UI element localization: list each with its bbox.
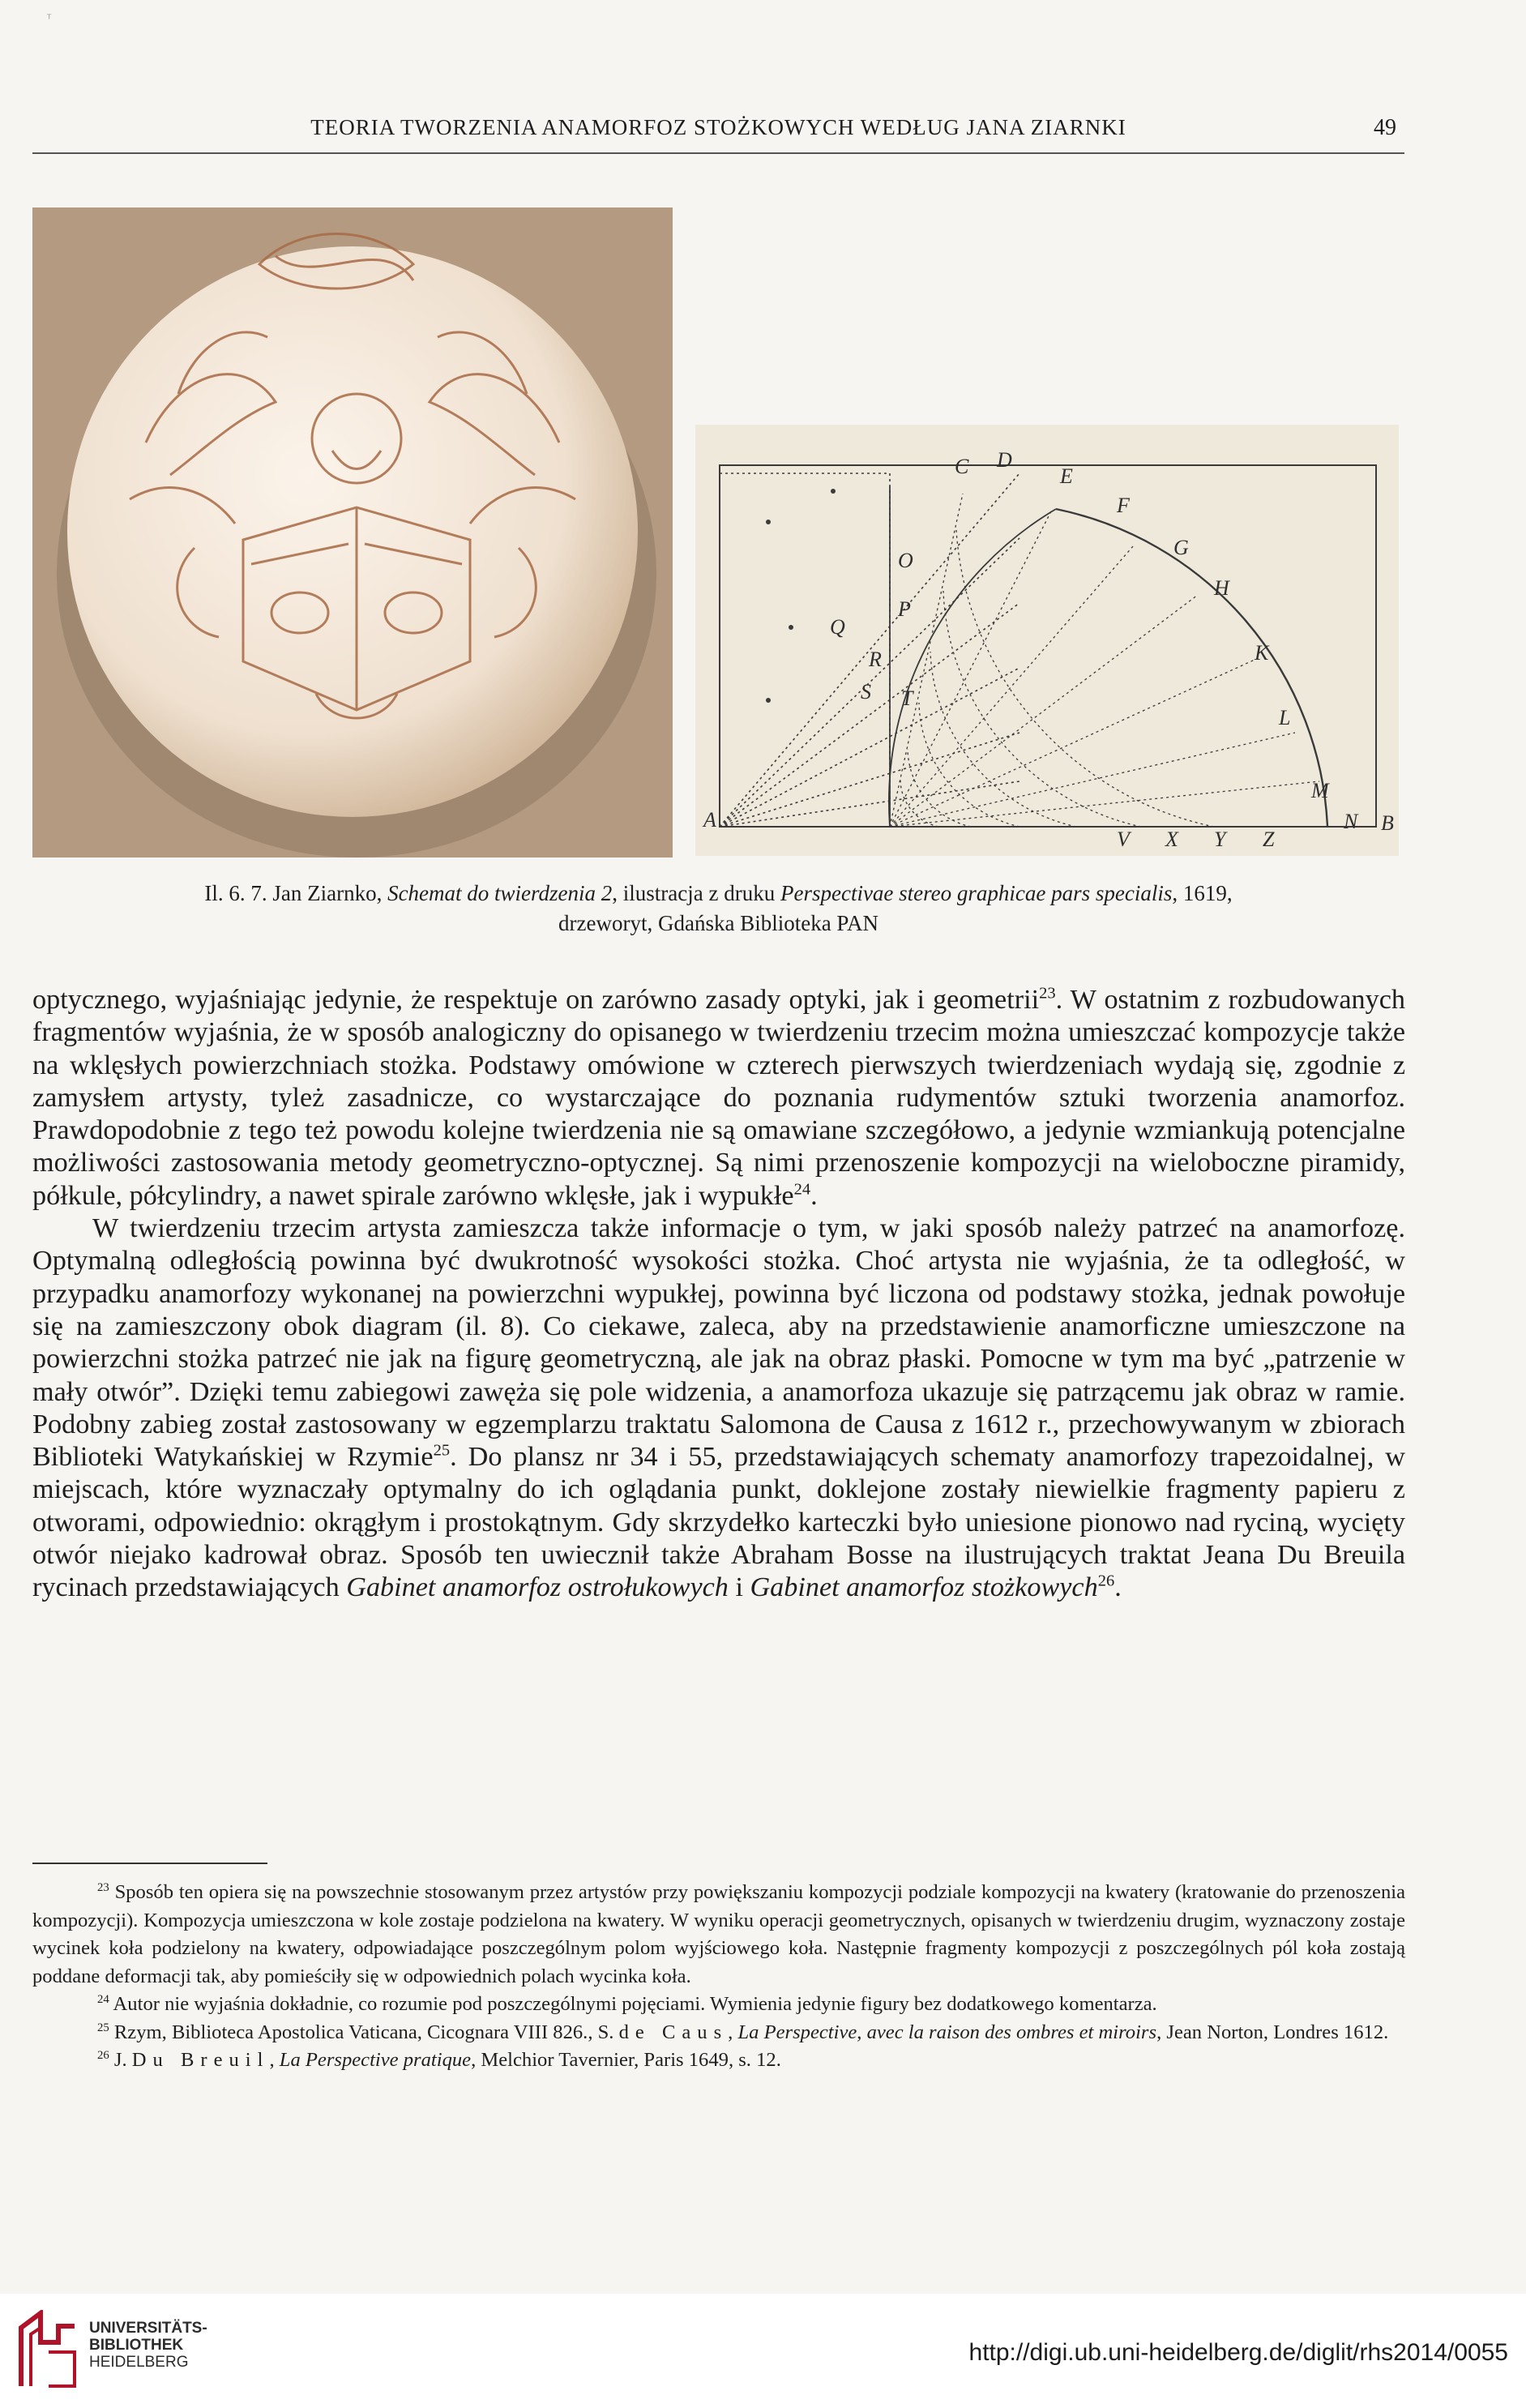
svg-text:Q: Q xyxy=(830,615,845,639)
footnote-ref-24[interactable]: 24 xyxy=(793,1180,811,1199)
svg-text:E: E xyxy=(1060,464,1073,488)
p2-italic-title-2: Gabinet anamorfoz stożkowych xyxy=(750,1572,1098,1603)
footnote-number: 25 xyxy=(97,2021,109,2034)
footnote-text: , Melchior Tavernier, Paris 1649, s. 12. xyxy=(471,2049,781,2071)
logo-line-1: UNIVERSITÄTS- xyxy=(89,2320,207,2337)
caption-line2: drzeworyt, Gdańska Biblioteka PAN xyxy=(558,911,878,935)
footnote-26 xyxy=(32,2047,1405,2075)
footnote-text: , xyxy=(269,2049,280,2071)
caption-suffix: , 1619, xyxy=(1172,881,1233,905)
page-number: 49 xyxy=(1374,115,1396,140)
svg-text:V: V xyxy=(1117,828,1130,851)
footnote-text: , xyxy=(728,2021,738,2043)
header-rule xyxy=(32,152,1404,154)
caption-prefix: Il. 6. 7. Jan Ziarnko, xyxy=(204,881,388,905)
svg-text:O: O xyxy=(898,549,913,572)
scan-artifact: ᵀ xyxy=(47,13,52,26)
paragraph-1 xyxy=(32,984,1405,1213)
footnote-text: Sposób ten opiera się na powszechnie stosowanym przez artystów przy powiększaniu kompozycji podziale kompozycji na kwatery (kratowanie do przenoszenia kompozycji). Kompozycja umieszczona w kole zostaje podzielona na kwatery. W wyniku operacji geometrycznych, opisanych w twierdzeniu drugim, wyznaczony zostaje wycinek koła podzielony na kwatery, odpowiadające poszczególnym polom wyjściowego koła. Następnie fragmenty kompozycji z poszczególnych pól koła zostają poddane deformacji tak, aby pomieściły się w odpowiednich polach wycinka koła. xyxy=(32,1881,1405,1987)
svg-text:P: P xyxy=(898,597,911,621)
footnote-text: Rzym, Biblioteca Apostolica Vaticana, Cicognara VIII 826., S. xyxy=(113,2021,619,2043)
body-text xyxy=(32,984,1405,1605)
p2-text-a: W twierdzeniu trzecim artysta zamieszcza także informacje o tym, w jaki sposób należy patrzeć na anamorfozę. Optymalną odległością powinna być dwukrotność wysokości stożka. Choć artysta nie wyjaśnia, że ta odległość, w przypadku anamorfozy wykonanej na powierzchni wypukłej, powinna być liczona od podstawy stożka, jednak powołuje się na zamieszczony obok diagram (il. 8). Co ciekawe, zaleca, aby na przedstawienie anamorficzne umieszczone na powierzchni stożka patrzeć nie jak na figurę geometryczną, ale jak na obraz płaski. Pomocne w tym ma być „patrzenie w mały otwór”. Dzięki temu zabiegowi zawęża się pole widzenia, a anamorfoza ukazuje się patrzącemu jak obraz w ramie. Podobny zabieg został zastosowany w egzemplarzu traktatu Salomona de Causa z 1612 r., przechowywanym w zbiorach Biblioteki Watykańskiej w Rzymie xyxy=(32,1213,1405,1473)
svg-text:S: S xyxy=(861,680,871,704)
paragraph-2 xyxy=(32,1213,1405,1605)
footnote-number: 24 xyxy=(97,1992,109,2006)
svg-text:F: F xyxy=(1117,494,1130,517)
svg-text:G: G xyxy=(1173,536,1189,559)
p2-italic-title-1: Gabinet anamorfoz ostrołukowych xyxy=(346,1572,729,1603)
caption-mid: , ilustracja z druku xyxy=(612,881,780,905)
p1-text-c: . xyxy=(810,1180,818,1211)
footnote-ref-23[interactable]: 23 xyxy=(1039,984,1056,1003)
caption-book: Perspectivae stereo graphicae pars specialis xyxy=(780,881,1173,905)
svg-text:Y: Y xyxy=(1214,828,1226,851)
svg-text:L: L xyxy=(1279,706,1291,729)
p1-text-b: . W ostatnim z rozbudowanych fragmentów wyjaśnia, że w sposób analogiczny do opisanego w twierdzeniu trzecim można umieszczać kompozycje także na wklęsłych powierzchniach stożka. Podstawy omówione w czterech pierwszych twierdzeniach wydają się, zgodnie z zamysłem artysty, tyleż zasadnicze, co wystarczające do poznania rudymentów sztuki tworzenia anamorfoz. Prawdopodobnie z tego też powodu kolejne twierdzenia nie są omawiane szczegółowo, a jedynie wzmiankują potencjalne możliwości zastosowania metody geometryczno-optycznej. Są nimi przenoszenie kompozycji na wieloboczne piramidy, półkule, półcylindry, a nawet spirale zarówno wklęsłe, jak i wypukłe xyxy=(32,985,1405,1211)
svg-text:K: K xyxy=(1255,641,1269,665)
svg-text:R: R xyxy=(869,648,882,671)
svg-text:C: C xyxy=(955,455,969,478)
digital-library-url-link[interactable]: http://digi.ub.uni-heidelberg.de/diglit/rhs2014/0055 xyxy=(968,2339,1508,2366)
figure-caption xyxy=(32,879,1404,939)
logo-line-3: HEIDELBERG xyxy=(89,2354,189,2371)
footnote-text: , Jean Norton, Londres 1612. xyxy=(1156,2021,1389,2043)
footnote-title: La Perspective, avec la raison des ombres et miroirs xyxy=(737,2021,1157,2043)
p2-text-c: i xyxy=(728,1572,750,1603)
svg-text:N: N xyxy=(1344,810,1358,833)
running-title: TEORIA TWORZENIA ANAMORFOZ STOŻKOWYCH WEDŁUG JANA ZIARNKI xyxy=(310,115,1126,139)
svg-text:T: T xyxy=(901,686,913,710)
svg-text:X: X xyxy=(1165,828,1178,851)
svg-text:H: H xyxy=(1214,576,1229,600)
svg-text:D: D xyxy=(997,448,1012,472)
footnote-ref-26[interactable]: 26 xyxy=(1097,1572,1115,1590)
footnote-text: Autor nie wyjaśnia dokładnie, co rozumie pod poszczególnymi pojęciami. Wymienia jedynie figury bez dodatkowego komentarza. xyxy=(113,1993,1157,2015)
logo-line-2: BIBLIOTHEK xyxy=(89,2337,184,2354)
svg-text:B: B xyxy=(1381,811,1394,835)
svg-text:A: A xyxy=(703,808,716,832)
footnote-title: La Perspective pratique xyxy=(279,2049,472,2071)
p1-text-a: optycznego, wyjaśniając jedynie, że respektuje on zarówno zasady optyki, jak i geometrii xyxy=(32,985,1040,1015)
footnotes xyxy=(32,1879,1405,2075)
footnote-number: 23 xyxy=(97,1880,109,1894)
p2-text-b: . Do plansz nr 34 i 55, przedstawiających schematy anamorfozy trapezoidalnej, w miejscach, które wyznaczały optymalny do ich oglądania punkt, doklejone zostały niewielkie fragmenty papieru z otworami, odpowiednio: okrągłym i prostokątnym. Gdy skrzydełko karteczki było uniesione pionowo nad ryciną, wycięty otwór niejako kadrował obraz. Sposób ten uwiecznił także Abraham Bosse na ilustrujących traktat Jeana Du Breuila rycinach przedstawiających xyxy=(32,1442,1405,1603)
cone-anamorphosis-photo xyxy=(32,207,673,858)
footnote-text: J. xyxy=(113,2049,132,2071)
footnote-23 xyxy=(32,1879,1405,1991)
svg-text:Z: Z xyxy=(1263,828,1275,851)
footnote-author: de Caus xyxy=(618,2021,729,2043)
footnote-25 xyxy=(32,2019,1405,2047)
library-logo-text[interactable] xyxy=(89,2320,207,2371)
library-logo-icon[interactable] xyxy=(16,2310,79,2391)
footnote-24 xyxy=(32,1991,1405,2019)
footnote-number: 26 xyxy=(97,2048,109,2062)
footnote-ref-25[interactable]: 25 xyxy=(433,1441,451,1460)
caption-title: Schemat do twierdzenia 2 xyxy=(387,881,613,905)
woodcut-diagram xyxy=(695,425,1399,856)
svg-text:M: M xyxy=(1311,779,1329,802)
footnote-author: Du Breuil xyxy=(131,2049,270,2071)
footnote-separator xyxy=(32,1863,267,1864)
p2-text-d: . xyxy=(1114,1572,1122,1603)
